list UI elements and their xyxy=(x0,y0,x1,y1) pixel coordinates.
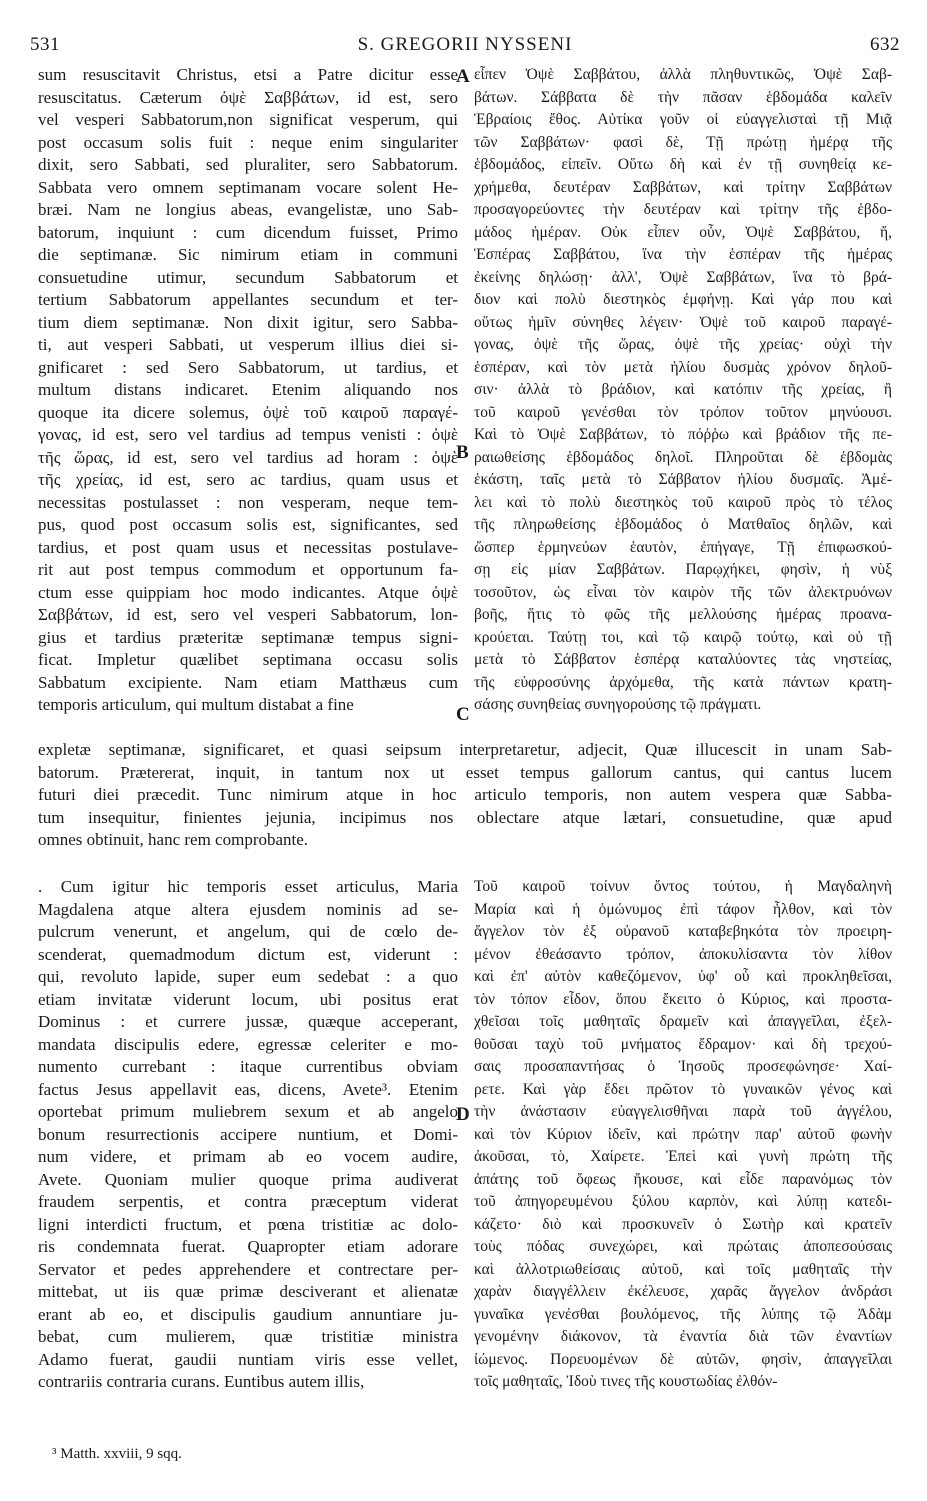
text-line: ligni interdicti fructum, et pœna tristitiæ ac dolo- xyxy=(38,1214,458,1234)
text-line: pus, quod post occasum solis est, significantes, sed xyxy=(38,515,458,534)
text-line: θοῦσαι ταχὺ τοῦ μνήματος ἔδραμον· καὶ δὴ τρεχού- xyxy=(474,1035,892,1053)
text-line: oportebat primum muliebrem sexum et ab angelo xyxy=(38,1102,458,1121)
text-line: gnificaret : sed Sero Sabbatorum, ut tardius, et xyxy=(38,357,458,377)
text-line: σάσης συνηθείας συνηγορούσης τῷ πράγματι. xyxy=(474,696,762,713)
text-line: ἑκάστη, ταῖς μετὰ τὸ Σάββατον ἡλίου δυσμαῖς. Ἀμέ- xyxy=(474,471,892,488)
text-line: βοῆς, ἥτις τὸ φῶς τῆς μελλούσης ἡμέρας προανα- xyxy=(474,606,892,623)
text-line: τῆς ὥρας, id est, sero vel tardius ad horam : ὀψὲ xyxy=(38,447,458,467)
text-line: τοσοῦτον, ὡς εἶναι τὸν καιρὸν τῆς τῶν ἀλεκτρυόνων xyxy=(474,583,892,601)
text-line: γενομένην διάκονον, τὰ ἐναντία διὰ τῶν ἐναντίων xyxy=(474,1328,892,1345)
text-line: λει καὶ τὸ πολὺ διεστηκὸς τοῦ καιροῦ πρὸς τὸ τέλος xyxy=(474,493,892,511)
text-line: ὥσπερ ἑρμηνεύων ἑαυτὸν, ἐπήγαγε, Τῇ ἐπιφωσκού- xyxy=(474,538,892,556)
text-line: ἀπάτης τοῦ ὄφεως ἤκουσε, καὶ εἶδε παρανόμως τὸν xyxy=(474,1170,892,1188)
text-line: μετὰ τὸ Σάββατον ἑσπέρᾳ καταλύοντες τὰς νηστείας, xyxy=(474,651,892,668)
text-line: contrariis contraria curans. Euntibus autem illis, xyxy=(38,1372,365,1391)
text-line: tium diem septimanæ. Non dixit igitur, sero Sabba- xyxy=(38,312,458,332)
footnote: ³ Matth. xxviii, 9 sqq. xyxy=(52,1446,182,1462)
text-line: τὴν ἀνάστασιν εὐαγγελισθῆναι παρὰ τοῦ ἀγγέλου, xyxy=(474,1103,892,1120)
text-line: τοῦ καιροῦ γενέσθαι τὸν τρόπον τοῦτον μηνύουσι. xyxy=(474,403,892,421)
text-line: σῃ εἰς μίαν Σαββάτων. Παρῳχήκει, φησὶν, ἡ νὺξ xyxy=(474,561,892,578)
text-line: tardius, et post quam usus et necessitas postulave- xyxy=(38,537,458,557)
text-line: resuscitatus. Cæterum ὀψὲ Σαββάτων, id est, sero xyxy=(38,87,458,107)
running-title: S. GREGORII NYSSENI xyxy=(357,34,573,55)
text-line: μένον ἐθεάσαντο τρόπον, ἀποκυλίσαντα τὸν λίθον xyxy=(474,945,892,963)
text-line: rit aut post tempus commodum et opportunum fa- xyxy=(38,560,458,579)
text-line: Servator et pedes apprehendere et contrectare per- xyxy=(38,1259,458,1279)
text-line: διον καὶ πολὺ διεστηκὸς ἐμφήνῃ. Καὶ γάρ που καὶ xyxy=(474,291,892,308)
text-line: Σαββάτων, id est, sero vel vesperi Sabbatorum, lon- xyxy=(38,605,458,624)
text-line: Τοῦ καιροῦ τοίνυν ὄντος τούτου, ἡ Μαγδαληνὴ xyxy=(474,878,892,895)
text-line: χαρὰν διαγγέλλειν ἐκέλευσε, χαρᾶς ἄγγελον ἀνδράσι xyxy=(474,1283,892,1300)
text-line: fraudem serpentis, et contra præceptum viderat xyxy=(38,1192,458,1211)
text-line: quoque ita dicere solemus, ὀψὲ τοῦ καιροῦ παραγέ- xyxy=(38,402,458,422)
text-line: ἰώμενος. Πορευομένων δὲ αὐτῶν, φησὶν, ἀπαγγεῖλαι xyxy=(474,1350,892,1368)
text-line: κάζετο· διὸ καὶ προσκυνεῖν ὁ Σωτὴρ καὶ κρατεῖν xyxy=(474,1215,892,1233)
text-line: factus Jesus appellavit eas, dicens, Avete³. Etenim xyxy=(38,1079,458,1099)
text-line: sum resuscitavit Christus, etsi a Patre dicitur esse xyxy=(38,65,458,84)
text-line: καὶ τὸν Κύριον ἰδεῖν, καὶ πρώτην παρ' αὐτοῦ φωνὴν xyxy=(474,1125,892,1143)
text-line: omnes obtinuit, hanc rem comprobante. xyxy=(38,830,309,849)
text-line: tertium Sabbatorum appellantes secundum et ter- xyxy=(38,290,458,309)
text-line: . Cum igitur hic temporis esset articulus, Maria xyxy=(38,877,458,896)
text-line: multum distans indicaret. Etenim aliquando nos xyxy=(38,380,458,399)
text-line: τῆς πληρωθείσης ἑβδομάδος ὁ Ματθαῖος δηλῶν, καὶ xyxy=(474,516,892,533)
text-line: mandata discipulis edere, egressæ celeriter e mo- xyxy=(38,1034,458,1054)
greek-column-bottom xyxy=(474,876,892,1394)
text-line: καὶ ἀλλοτριωθείσαις αὐτοῦ, καὶ τοῖς μαθηταῖς τὴν xyxy=(474,1260,892,1278)
text-line: consuetudine utimur, secundum Sabbatorum et xyxy=(38,267,458,287)
text-line: χθεῖσαι τοῖς μαθηταῖς δραμεῖν καὶ ἀπαγγεῖλαι, ἐξελ- xyxy=(474,1013,892,1030)
text-line: προσαγορεύοντες τὴν δευτέραν καὶ τρίτην τῆς ἑβδο- xyxy=(474,201,892,218)
text-line: necessitas postulasset : non vesperam, neque tem- xyxy=(38,492,458,512)
text-line: βάτων. Σάββατα δὲ τὴν πᾶσαν ἑβδομάδα καλεῖν xyxy=(474,88,892,106)
text-line: batorum, inquiunt : cum dicendum fuisset, Primo xyxy=(38,222,458,242)
text-line: ἀκοῦσαι, τὸ, Χαίρετε. Ἐπεὶ καὶ γυνὴ πρώτη τῆς xyxy=(474,1148,892,1165)
text-line: ρετε. Καὶ γὰρ ἔδει πρῶτον τὸ γυναικῶν γένος καὶ xyxy=(474,1080,892,1098)
text-line: ἑσπέραν, καὶ τὸν μετὰ ἡλίου δυσμὰς χρόνον δηλοῦ- xyxy=(474,358,892,376)
text-line: bebat, cum mulierem, quæ tristitiæ ministra xyxy=(38,1327,458,1346)
text-line: Magdalena atque altera ejusdem nominis ad se- xyxy=(38,899,458,919)
text-line: post occasum solis fuit : neque enim singulariter xyxy=(38,132,458,152)
text-line: vel vesperi Sabbatorum,non significat vesperum, qui xyxy=(38,110,458,129)
text-line: γονας, id est, sero vel tardius ad tempus venisti : ὀψὲ xyxy=(38,425,458,444)
text-line: ἑβδομάδος, εἰπεῖν. Οὕτω δὴ καὶ ἐν τῇ συνηθείᾳ κε- xyxy=(474,156,892,173)
text-line: τοὺς πόδας συνεχώρει, καὶ πρώταις ἀποπεσούσαις xyxy=(474,1238,892,1255)
latin-full-width-block xyxy=(38,739,892,852)
text-line: erant ab eo, et discipulis gaudium annuntiare ju- xyxy=(38,1304,458,1324)
text-line: μάδος ἡμέραν. Οὐκ εἶπεν οὖν, Ὀψὲ Σαββάτου, ἤ, xyxy=(474,223,892,241)
text-line: scenderat, quemadmodum dictum est, viderunt : xyxy=(38,944,458,964)
text-line: Sabbatum excipiente. Nam etiam Matthæus cum xyxy=(38,672,458,692)
text-line: τοῖς μαθηταῖς, Ἰδοὺ τινες τῆς κουστωδίας ἐλθόν- xyxy=(474,1373,778,1390)
page-header xyxy=(30,20,900,56)
text-line: numento currebant : itaque currentibus obviam xyxy=(38,1057,458,1076)
section-marker-c: C xyxy=(456,704,470,725)
text-line: καὶ ἐπ' αὐτὸν καθεζόμενον, ὑφ' οὗ καὶ προκληθεῖσαι, xyxy=(474,968,892,985)
text-line: ἐκείνης δηλώσῃ· ἀλλ', Ὀψὲ Σαββάτων, ἵνα τὸ βρά- xyxy=(474,268,892,286)
text-line: bonum resurrectionis accipere nuntium, et Domi- xyxy=(38,1124,458,1144)
text-line: γονας, ὀψὲ τῆς ὥρας, ὀψὲ τῆς χρείας· οὐχὶ τὴν xyxy=(474,336,892,353)
section-marker-b: B xyxy=(456,442,469,463)
text-line: ti, aut vesperi Sabbati, ut vesperum illius diei si- xyxy=(38,335,458,354)
text-line: Ἑσπέρας Σαββάτου, ἵνα τὴν ἑσπέραν τῆς ἡμέρας xyxy=(474,246,892,263)
text-line: num videre, et primam ab eo vocem audire, xyxy=(38,1147,458,1166)
text-line: τοῦ ἀπηγορευμένου ξύλου καρπὸν, καὶ λύπῃ κατεδι- xyxy=(474,1193,892,1210)
text-line: futuri diei præcedit. Tunc nimirum atque in hoc articulo temporis, non autem vespera quæ Sabba- xyxy=(38,785,892,804)
page-number-left: 531 xyxy=(30,34,60,55)
text-line: Sabbata vero omnem septimanam vocare solent He- xyxy=(38,177,458,197)
section-marker-d: D xyxy=(456,1104,470,1125)
text-line: die septimanæ. Sic nimirum etiam in communi xyxy=(38,245,458,264)
text-line: qui, revoluto lapide, super eum sedebat : a quo xyxy=(38,967,458,986)
text-line: expletæ septimanæ, significaret, et quasi seipsum interpretaretur, adjecit, Quæ illucescit in unam Sab- xyxy=(38,740,892,759)
text-line: γυναῖκα γενέσθαι βουλόμενος, τῆς λύπης τῷ Ἀδὰμ xyxy=(474,1305,892,1323)
text-line: bræi. Nam ne longius abeas, evangelistæ, uno Sab- xyxy=(38,200,458,219)
text-line: temporis articulum, qui multum distabat a fine xyxy=(38,695,354,714)
latin-column-bottom xyxy=(38,876,458,1394)
text-line: ctum esse quippiam hoc modo indicantes. Atque ὀψὲ xyxy=(38,582,458,602)
text-line: σαις προσαπαντήσας ὁ Ἰησοῦς προσεφώνησε· Χαί- xyxy=(474,1058,892,1075)
text-line: Ἑβραίοις ἔθος. Αὐτίκα γοῦν οἱ εὐαγγελισταὶ τῇ Μιᾷ xyxy=(474,111,892,128)
text-line: batorum. Prætererat, inquit, in tantum nox ut esset tempus gallorum cantus, qui cantus lucem xyxy=(38,762,892,782)
text-line: Adamo fuerat, gaudii nuntiam viris esse vellet, xyxy=(38,1349,458,1369)
text-line: Μαρία καὶ ἡ ὁμώνυμος ἐπὶ τάφον ἦλθον, καὶ τὸν xyxy=(474,900,892,918)
text-line: mittebat, ut iis quæ primæ desciverant et alienatæ xyxy=(38,1282,458,1301)
section-marker-a: A xyxy=(456,66,470,87)
text-line: οὕτως ἡμῖν σύνηθες λέγειν· Ὀψὲ τοῦ καιροῦ παραγέ- xyxy=(474,313,892,331)
text-line: τῆς χρείας, id est, sero ac tardius, quam usus et xyxy=(38,470,458,489)
text-line: etiam invitatæ viderunt locum, ubi positus erat xyxy=(38,989,458,1009)
text-line: κρούεται. Ταύτῃ τοι, καὶ τῷ καιρῷ τούτῳ, καὶ οὐ τῇ xyxy=(474,628,892,646)
text-line: τῆς εὐφροσύνης ἀρχόμεθα, τῆς κατὰ πάντων κρατη- xyxy=(474,673,892,691)
text-line: τῶν Σαββάτων· φασὶ δὲ, Τῇ πρώτῃ ἡμέρᾳ τῆς xyxy=(474,133,892,151)
text-line: ἄγγελον τὸν ἐξ οὐρανοῦ καταβεβηκότα τὸν προειρη- xyxy=(474,923,892,940)
text-line: gius et tardius præteritæ septimanæ tempus signi- xyxy=(38,627,458,647)
latin-column-top xyxy=(38,64,458,717)
text-line: ficat. Impletur quælibet septimana occasu solis xyxy=(38,650,458,669)
text-line: τὸν τόπον εἶδον, ὅπου ἔκειτο ὁ Κύριος, καὶ προστα- xyxy=(474,990,892,1008)
text-line: σιν· ἀλλὰ τὸ βράδιον, καὶ κατόπιν τῆς χρείας, ἢ xyxy=(474,381,892,398)
text-line: dixit, sero Sabbati, sed pluraliter, sero Sabbatorum. xyxy=(38,155,458,174)
text-line: Avete. Quoniam mulier quoque prima audiverat xyxy=(38,1169,458,1189)
text-line: tum insequitur, finientes jejunia, incipimus nos oblectare atque lætari, consuetudine, quæ apud xyxy=(38,807,892,827)
text-line: pulcrum venerunt, et angelum, qui de cœlo de- xyxy=(38,922,458,941)
text-line: ραιωθείσης ἑβδομάδος δηλοῖ. Πληροῦται δὲ ἑβδομὰς xyxy=(474,448,892,466)
text-line: εἶπεν Ὀψὲ Σαββάτου, ἀλλὰ πληθυντικῶς, Ὀψὲ Σαβ- xyxy=(474,66,892,83)
text-line: χρήμεθα, δευτέραν Σαββάτων, καὶ τρίτην Σαββάτων xyxy=(474,178,892,196)
text-line: ris condemnata fuerat. Quapropter etiam adorare xyxy=(38,1237,458,1256)
text-line: Καὶ τὸ Ὀψὲ Σαββάτων, τὸ πόῤῥω καὶ βράδιον τῆς πε- xyxy=(474,426,892,443)
text-line: Dominus : et currere jussæ, quæque acceperant, xyxy=(38,1012,458,1031)
greek-column-top xyxy=(474,64,892,717)
page-number-right: 632 xyxy=(870,34,900,55)
